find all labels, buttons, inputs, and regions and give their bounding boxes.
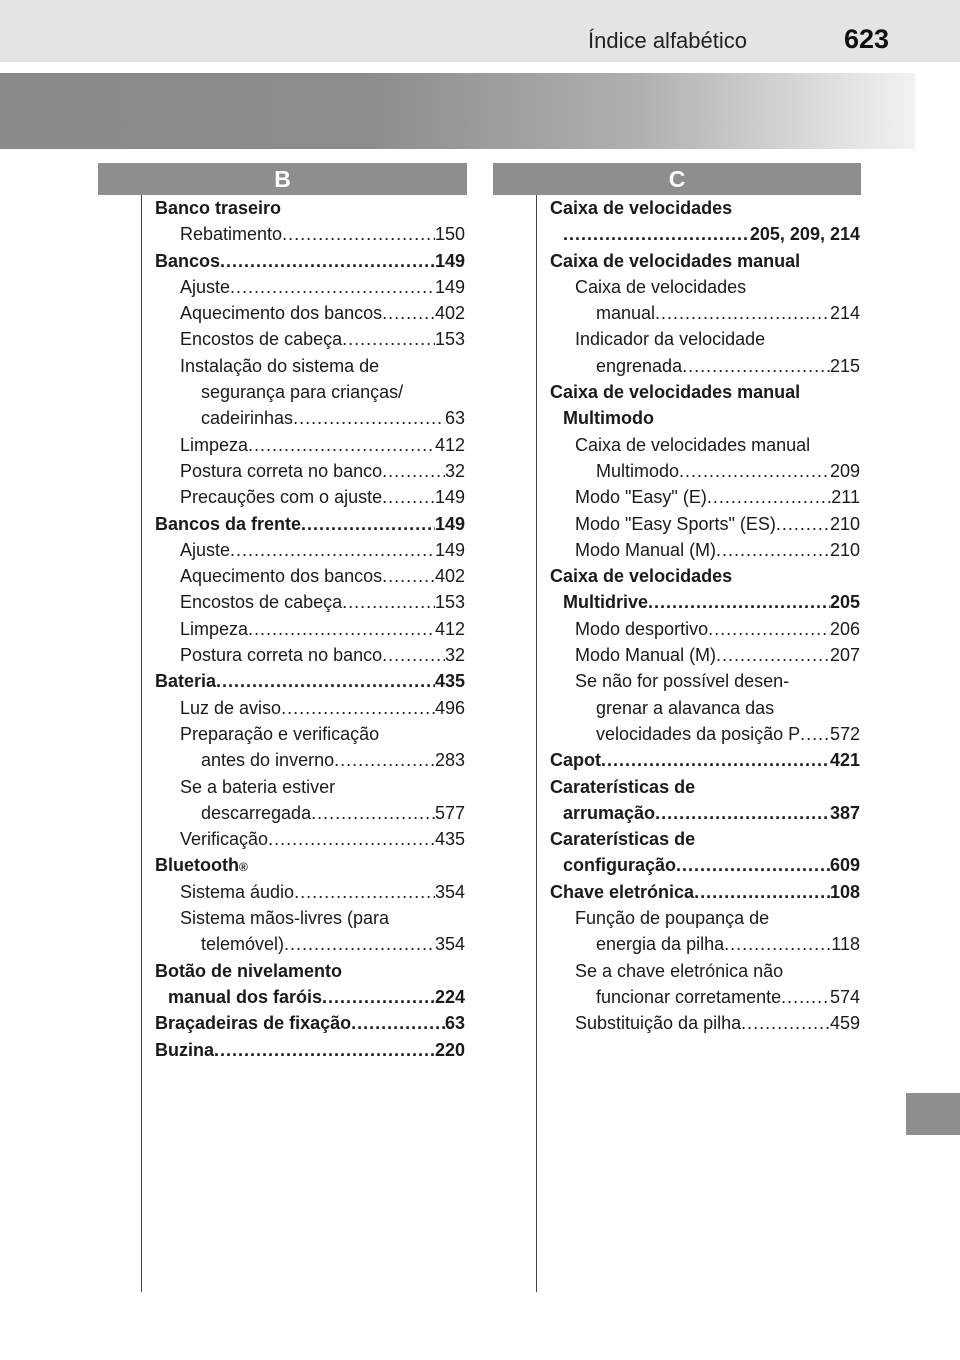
- dot-leader: [281, 695, 435, 721]
- index-heading: [550, 248, 860, 274]
- index-text: manual: [596, 303, 656, 324]
- index-text: descarregada: [201, 802, 312, 823]
- dot-leader: [284, 931, 435, 957]
- index-line: [550, 642, 860, 668]
- index-text: Capot: [550, 750, 601, 771]
- index-subentry: [155, 695, 465, 721]
- index-text: Caixa de velocidades: [550, 198, 733, 218]
- index-line: [155, 274, 465, 300]
- page-reference: 220: [434, 1039, 465, 1060]
- page-reference: 32: [444, 645, 465, 666]
- index-text: Multimodo: [563, 408, 654, 429]
- index-text: grenar a alavanca das: [596, 697, 775, 718]
- index-line: [550, 432, 860, 458]
- page-reference: 118: [831, 934, 860, 955]
- index-heading: [155, 1010, 465, 1036]
- index-line: [155, 405, 465, 431]
- index-text: funcionar corretamente: [596, 986, 782, 1007]
- page-reference: 214: [829, 303, 860, 324]
- index-text: segurança para crianças/: [201, 382, 404, 403]
- index-line: [550, 616, 860, 642]
- dot-leader: [294, 879, 435, 905]
- index-line: [550, 879, 860, 905]
- dot-leader: [230, 274, 435, 300]
- dot-leader: [322, 984, 435, 1010]
- index-subentry: [155, 274, 465, 300]
- page-reference: 211: [831, 487, 860, 508]
- dot-leader: [382, 563, 435, 589]
- index-line: Bluetooth ®: [155, 852, 465, 878]
- dot-leader: [301, 511, 435, 537]
- index-subentry: [155, 879, 465, 905]
- index-line: [550, 248, 860, 274]
- index-line: [550, 826, 860, 852]
- index-line: [550, 668, 860, 694]
- dot-leader: [679, 458, 830, 484]
- index-text: Luz de aviso: [180, 697, 282, 718]
- page-reference: 205: [829, 592, 860, 613]
- page-reference: 150: [434, 224, 465, 245]
- index-heading: [155, 248, 465, 274]
- dot-leader: [268, 826, 435, 852]
- index-subentry: [550, 1010, 860, 1036]
- page-reference: 153: [434, 329, 465, 350]
- index-text: Banco traseiro: [155, 198, 282, 218]
- index-line: [550, 458, 860, 484]
- index-subentry: [155, 326, 465, 352]
- page-reference: 354: [434, 881, 465, 902]
- index-line: [550, 221, 860, 247]
- dot-leader: [293, 405, 445, 431]
- dot-leader: [214, 1037, 435, 1063]
- index-line: [155, 695, 465, 721]
- index-subentry: [155, 458, 465, 484]
- page-reference: 149: [434, 487, 465, 508]
- index-subentry: [155, 589, 465, 615]
- dot-leader: [248, 616, 435, 642]
- dot-leader: [220, 248, 435, 274]
- page-reference: 207: [829, 645, 860, 666]
- page-reference: 206: [829, 618, 860, 639]
- index-text: Indicador da velocidade: [575, 329, 766, 350]
- dot-leader: [382, 300, 435, 326]
- index-text: Chave eletrónica: [550, 881, 695, 902]
- index-subentry: [550, 274, 860, 327]
- index-line: [550, 984, 860, 1010]
- index-text: Bancos: [155, 250, 221, 271]
- column-header-b: B: [98, 163, 467, 195]
- dot-leader: [800, 721, 830, 747]
- index-subentry: [155, 563, 465, 589]
- dot-leader: [648, 589, 830, 615]
- page-reference: 459: [829, 1013, 860, 1034]
- index-text: Sistema áudio: [180, 881, 295, 902]
- index-line: [155, 1037, 465, 1063]
- index-line: [550, 1010, 860, 1036]
- page-reference: 63: [444, 408, 465, 429]
- index-heading: [550, 563, 860, 616]
- page-reference: 209: [829, 460, 860, 481]
- index-subentry: [155, 616, 465, 642]
- dot-leader: [682, 353, 830, 379]
- index-line: [155, 774, 465, 800]
- index-line: [155, 537, 465, 563]
- column-divider-left: [141, 195, 142, 1292]
- index-line: [550, 511, 860, 537]
- index-subentry: [155, 774, 465, 827]
- index-line: [550, 905, 860, 931]
- index-subentry: [155, 221, 465, 247]
- index-line: [550, 195, 860, 221]
- index-line: [550, 353, 860, 379]
- dot-leader: [311, 800, 435, 826]
- index-text: Ajuste: [180, 539, 231, 560]
- index-line: [550, 774, 860, 800]
- index-text: Sistema mãos-livres (para: [180, 908, 390, 929]
- index-line: [155, 511, 465, 537]
- index-line: [155, 458, 465, 484]
- index-text: Modo Manual (M): [575, 539, 717, 560]
- index-line: [550, 852, 860, 878]
- page-reference: 412: [434, 618, 465, 639]
- index-line: [155, 563, 465, 589]
- page-reference: 354: [434, 934, 465, 955]
- index-line: [155, 195, 465, 221]
- index-text: Precauções com o ajuste: [180, 487, 383, 508]
- index-text: Limpeza: [180, 618, 249, 639]
- index-text: Aquecimento dos bancos: [180, 566, 383, 587]
- page-reference: 149: [434, 513, 465, 534]
- index-line: [155, 642, 465, 668]
- index-subentry: [155, 300, 465, 326]
- dot-leader: [601, 747, 830, 773]
- index-text: Função de poupança de: [575, 908, 770, 929]
- page-reference: 421: [829, 750, 860, 771]
- index-heading: [155, 1037, 465, 1063]
- index-line: [550, 405, 860, 431]
- index-text: cadeirinhas: [201, 408, 294, 429]
- index-subentry: [155, 537, 465, 563]
- index-column-b: [155, 195, 465, 1063]
- index-subentry: [550, 511, 860, 537]
- index-subentry: [155, 721, 465, 774]
- page-reference: 496: [434, 697, 465, 718]
- dot-leader: [694, 879, 830, 905]
- index-subentry: [550, 905, 860, 958]
- page-reference: 210: [829, 513, 860, 534]
- index-line: [155, 432, 465, 458]
- page-reference: 210: [829, 539, 860, 560]
- dot-leader: [708, 616, 830, 642]
- dot-leader: [216, 668, 435, 694]
- dot-leader: [741, 1010, 830, 1036]
- index-text: antes do inverno: [201, 750, 335, 771]
- dot-leader: [655, 800, 830, 826]
- page-reference: 215: [829, 355, 860, 376]
- dot-leader: [334, 747, 435, 773]
- index-subentry: [550, 958, 860, 1011]
- index-line: [155, 984, 465, 1010]
- index-text: Braçadeiras de fixação: [155, 1013, 352, 1034]
- page-reference: 149: [434, 276, 465, 297]
- index-text: Bluetooth: [155, 855, 239, 876]
- index-text: Ajuste: [180, 276, 231, 297]
- page-reference: 387: [829, 802, 860, 823]
- dot-leader: [248, 432, 435, 458]
- dot-leader: [716, 642, 830, 668]
- index-line: [550, 484, 860, 510]
- index-text: Multidrive: [563, 592, 649, 613]
- index-text: Multimodo: [596, 460, 680, 481]
- index-heading: [550, 195, 860, 248]
- index-heading: [550, 747, 860, 773]
- index-text: Se não for possível desen-: [575, 671, 790, 692]
- index-heading: [550, 879, 860, 905]
- dot-leader: [230, 537, 435, 563]
- index-text: manual dos faróis: [168, 986, 323, 1007]
- index-line: [155, 379, 465, 405]
- page-reference: 224: [434, 986, 465, 1007]
- index-line: [550, 300, 860, 326]
- index-text: Aquecimento dos bancos: [180, 303, 383, 324]
- dot-leader: [781, 984, 830, 1010]
- index-line: [155, 879, 465, 905]
- index-subentry: [550, 326, 860, 379]
- page-number: 623: [844, 24, 890, 54]
- index-line: [155, 826, 465, 852]
- index-text: Instalação do sistema de: [180, 355, 380, 376]
- index-text: Bancos da frente: [155, 513, 302, 534]
- page-reference: 402: [434, 566, 465, 587]
- column-header-c: C: [493, 163, 861, 195]
- index-line: [550, 931, 860, 957]
- index-text: Encostos de cabeça: [180, 592, 343, 613]
- index-heading: [155, 958, 465, 1011]
- side-thumb-tab: [906, 1093, 960, 1135]
- index-text: Postura correta no banco: [180, 460, 383, 481]
- index-text: Caraterísticas de: [550, 776, 696, 797]
- index-text: velocidades da posição P: [596, 723, 801, 744]
- index-text: Modo desportivo: [575, 618, 709, 639]
- dot-leader: [342, 589, 435, 615]
- index-line: [550, 721, 860, 747]
- page-reference: 572: [829, 723, 860, 744]
- page-reference: 205, 209, 214: [749, 224, 860, 245]
- index-text: Rebatimento: [180, 224, 283, 245]
- index-heading: [550, 379, 860, 432]
- dot-leader: [716, 537, 830, 563]
- dot-leader: [776, 511, 830, 537]
- index-line: [550, 537, 860, 563]
- index-line: [550, 563, 860, 589]
- index-line: [155, 616, 465, 642]
- index-subentry: [550, 616, 860, 642]
- dot-leader: [563, 221, 750, 247]
- index-text: Se a chave eletrónica não: [575, 960, 784, 981]
- index-line: [155, 747, 465, 773]
- index-heading: [155, 511, 465, 537]
- decorative-gradient-band: [0, 73, 915, 149]
- index-line: [155, 800, 465, 826]
- page-reference: 32: [444, 460, 465, 481]
- index-heading: [155, 668, 465, 694]
- index-text: Caixa de velocidades manual: [575, 434, 811, 455]
- index-subentry: [155, 432, 465, 458]
- page-reference: 283: [434, 750, 465, 771]
- dot-leader: [724, 931, 831, 957]
- index-subentry: [155, 905, 465, 958]
- index-text: Limpeza: [180, 434, 249, 455]
- index-subentry: [550, 668, 860, 747]
- index-text: Caixa de velocidades manual: [550, 382, 801, 403]
- index-line: [155, 931, 465, 957]
- index-subentry: [155, 484, 465, 510]
- index-line: [550, 274, 860, 300]
- index-line: [155, 589, 465, 615]
- index-line: [155, 484, 465, 510]
- index-text: Modo Manual (M): [575, 645, 717, 666]
- index-line: [550, 800, 860, 826]
- index-subentry: [550, 642, 860, 668]
- index-text: Bateria: [155, 671, 217, 692]
- page-reference: 435: [434, 671, 465, 692]
- page-reference: 574: [829, 986, 860, 1007]
- index-text: Postura correta no banco: [180, 645, 383, 666]
- index-line: [155, 248, 465, 274]
- index-text: Botão de nivelamento: [155, 960, 343, 981]
- index-heading: [155, 195, 465, 221]
- index-line: [550, 695, 860, 721]
- index-line: [155, 1010, 465, 1036]
- page-reference: 63: [444, 1013, 465, 1034]
- index-line: [550, 326, 860, 352]
- index-text: arrumação: [563, 802, 656, 823]
- index-text: Se a bateria estiver: [180, 776, 336, 797]
- dot-leader: [382, 642, 445, 668]
- index-line: [155, 905, 465, 931]
- index-text: engrenada: [596, 355, 683, 376]
- section-title: Índice alfabético: [588, 28, 747, 53]
- index-subentry: [550, 537, 860, 563]
- index-text: Caraterísticas de: [550, 829, 696, 850]
- column-divider-right: [536, 195, 537, 1292]
- index-subentry: [155, 642, 465, 668]
- page-reference: 402: [434, 303, 465, 324]
- dot-leader: [707, 484, 831, 510]
- index-line: [550, 379, 860, 405]
- page-reference: 412: [434, 434, 465, 455]
- page-reference: 609: [829, 855, 860, 876]
- header-strip: [0, 0, 960, 62]
- index-heading: [550, 774, 860, 827]
- index-text: telemóvel): [201, 934, 285, 955]
- page-reference: 149: [434, 250, 465, 271]
- index-text: Modo "Easy Sports" (ES): [575, 513, 776, 534]
- dot-leader: [282, 221, 435, 247]
- dot-leader: [382, 484, 435, 510]
- index-text: Encostos de cabeça: [180, 329, 343, 350]
- index-line: [155, 958, 465, 984]
- index-text: Caixa de velocidades manual: [550, 250, 801, 271]
- index-text: Substituição da pilha: [575, 1013, 742, 1034]
- index-column-c: [550, 195, 860, 1037]
- index-text: Modo "Easy" (E): [575, 487, 707, 508]
- index-line: [550, 589, 860, 615]
- index-line: [550, 958, 860, 984]
- dot-leader: [655, 300, 830, 326]
- index-text: configuração: [563, 855, 677, 876]
- index-line: [155, 668, 465, 694]
- index-subentry: [155, 826, 465, 852]
- index-text: Preparação e verificação: [180, 723, 380, 744]
- index-line: [155, 721, 465, 747]
- index-text: energia da pilha: [596, 934, 725, 955]
- page-reference: 435: [434, 829, 465, 850]
- index-line: [155, 353, 465, 379]
- index-line: [155, 326, 465, 352]
- page-reference: 108: [829, 881, 860, 902]
- dot-leader: [676, 852, 830, 878]
- index-text: Verificação: [180, 829, 269, 850]
- dot-leader: [351, 1010, 445, 1036]
- index-subentry: [155, 353, 465, 432]
- index-line: [155, 221, 465, 247]
- page-reference: 149: [434, 539, 465, 560]
- index-subentry: [550, 484, 860, 510]
- index-subentry: [550, 432, 860, 485]
- page-reference: 577: [434, 802, 465, 823]
- page-reference: 153: [434, 592, 465, 613]
- index-line: [550, 747, 860, 773]
- index-text: Buzina: [155, 1039, 215, 1060]
- index-text: Caixa de velocidades: [550, 566, 733, 587]
- index-text: Caixa de velocidades: [575, 276, 747, 297]
- dot-leader: [342, 326, 435, 352]
- dot-leader: [382, 458, 445, 484]
- index-line: [155, 300, 465, 326]
- index-heading: [155, 852, 465, 878]
- index-heading: [550, 826, 860, 879]
